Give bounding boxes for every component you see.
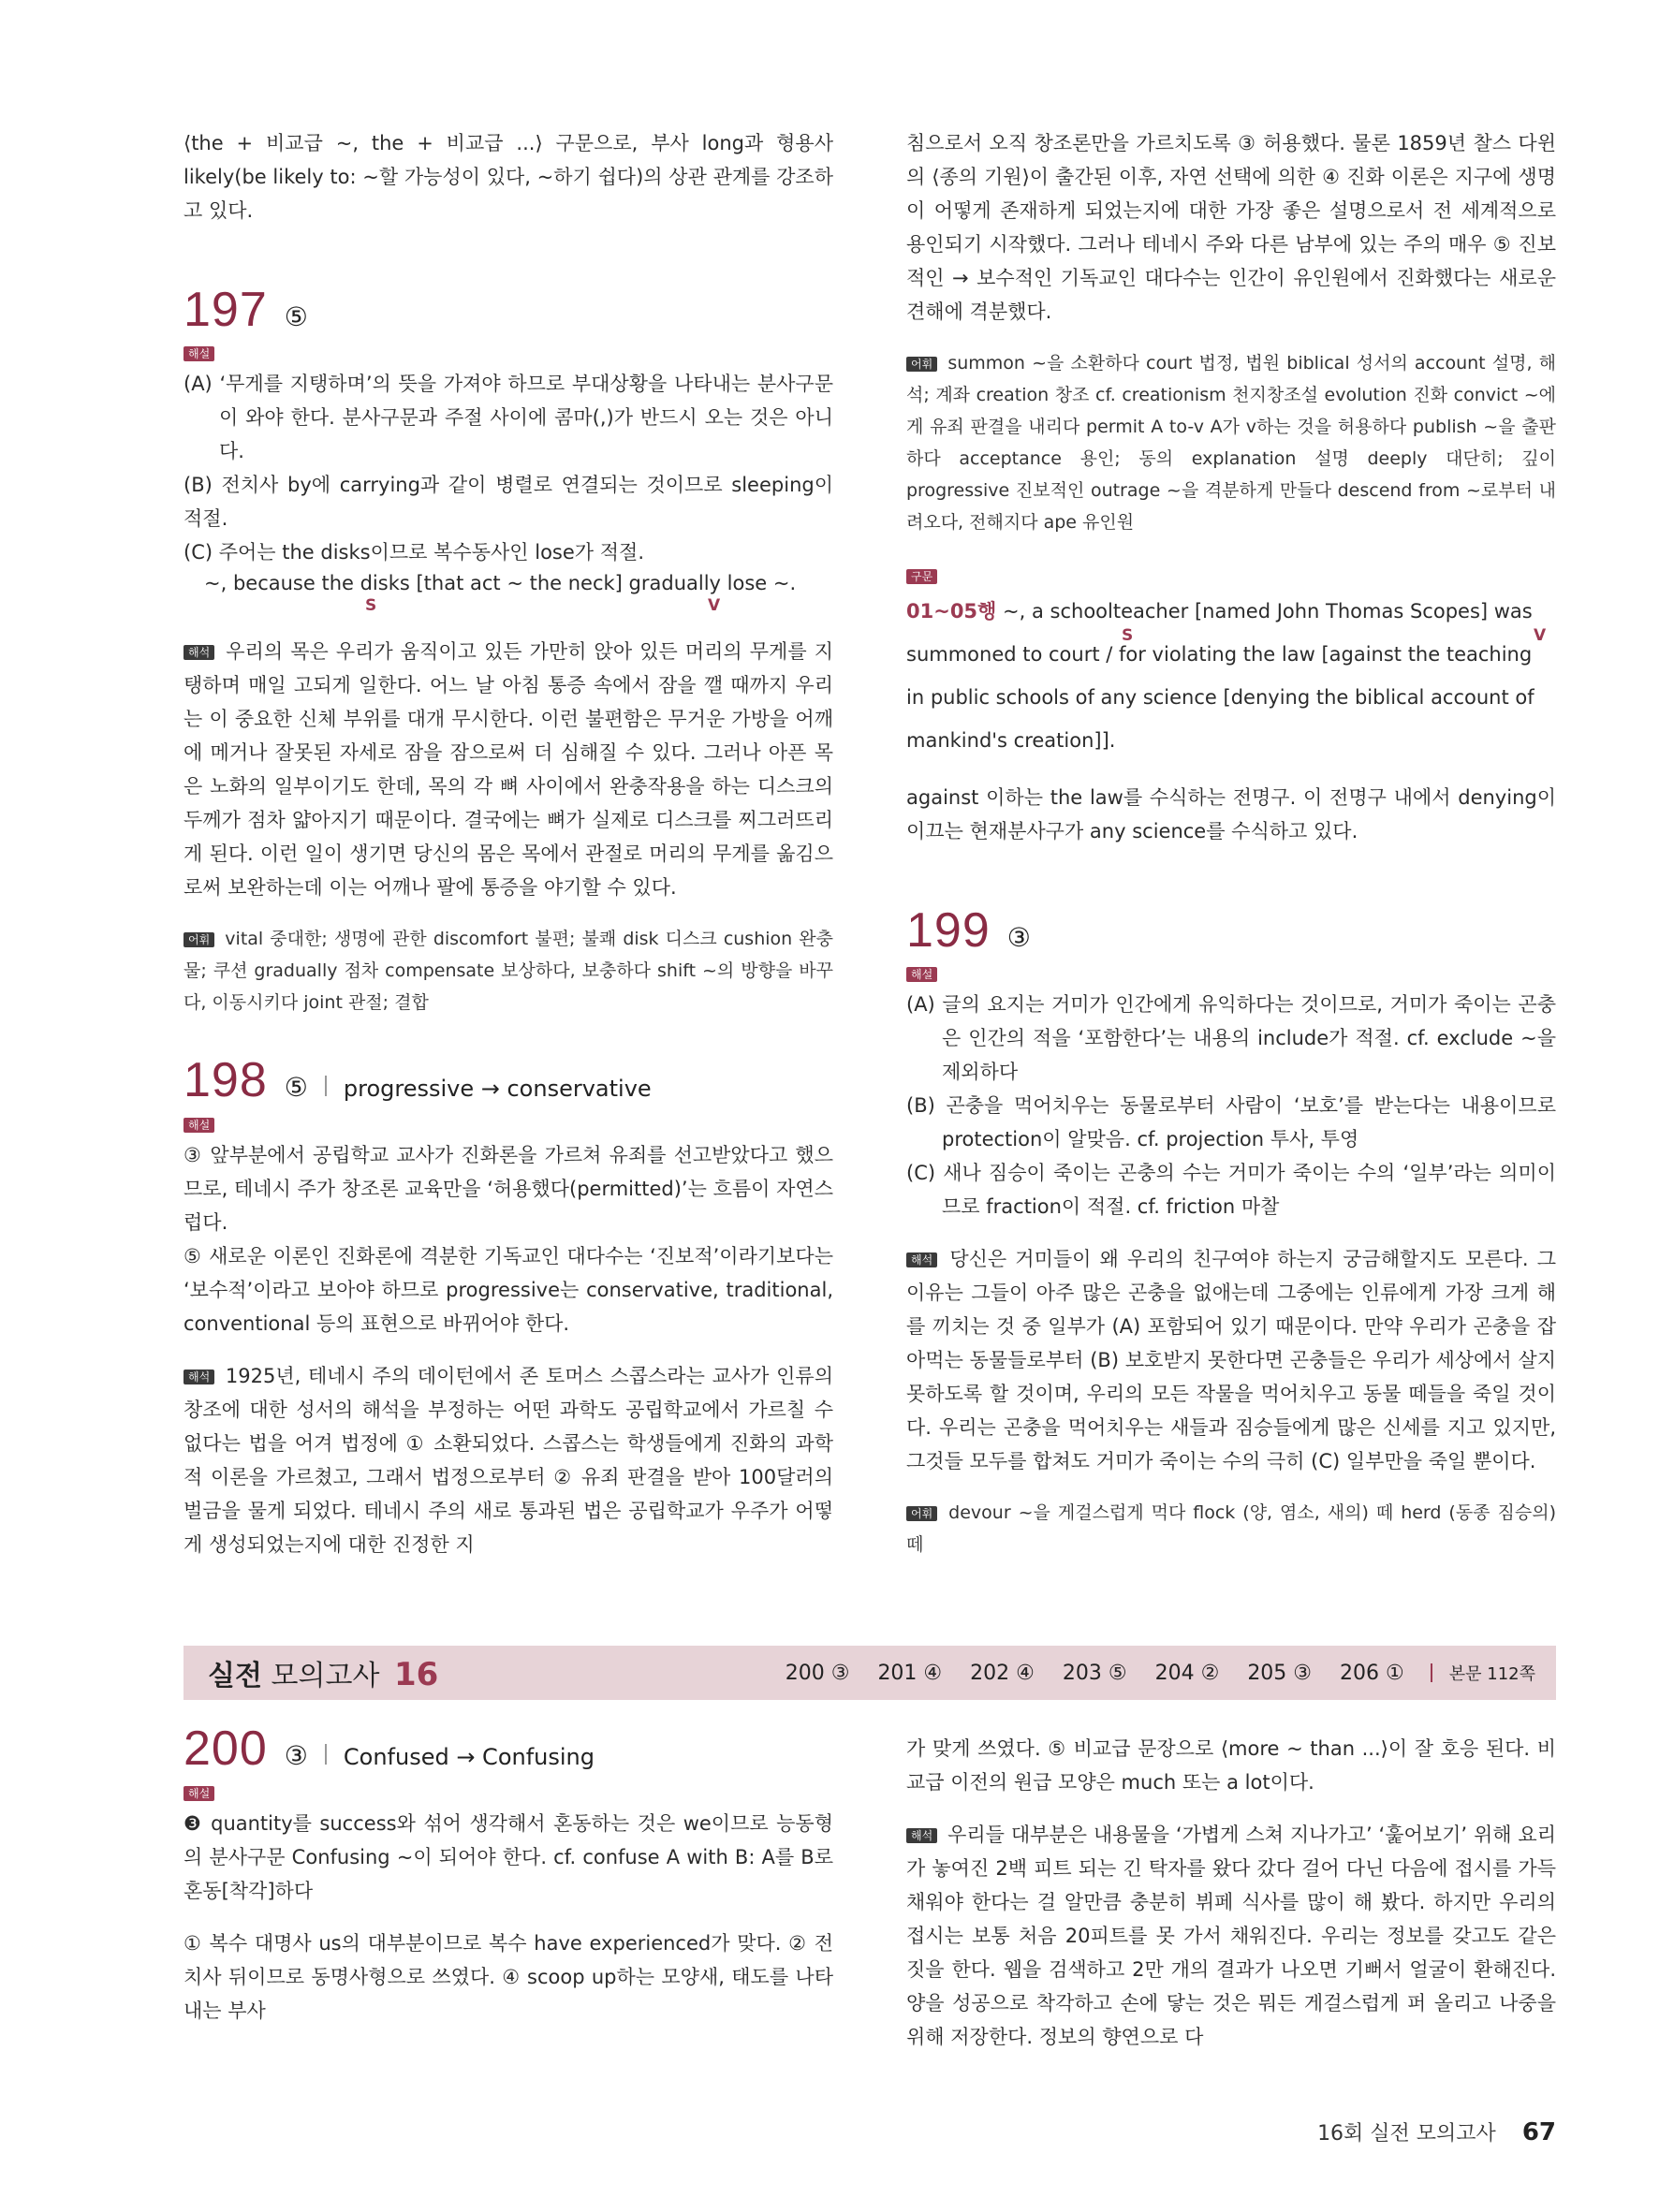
banner-number: 16 bbox=[393, 1656, 439, 1693]
question-number: 198 bbox=[184, 1053, 268, 1107]
eohwi-tag: 어휘 bbox=[906, 357, 937, 372]
right-column-bottom bbox=[906, 1732, 1556, 2054]
page-number: 67 bbox=[1521, 2118, 1556, 2146]
translation-198-continued: 침으로서 오직 창조론만을 가르치도록 ③ 허용했다. 물론 1859년 찰스 다윈의 ⟨종의 기원⟩이 출간된 이후, 자연 선택에 의한 ④ 진화 이론은 지구에 생명이 어떻게 존재하게 되었는지에 대한 가장 좋은 설명으로서 전 세계적으로 용인되기 시작했다. 그러나 테네시 주와 다른 남부에 있는 주의 매우 ⑤ 진보적인 → 보수적인 기독교인 대다수는 인간이 유인원에서 진화했다는 새로운 견해에 격분했다. bbox=[906, 132, 1556, 323]
gumun-analysis bbox=[906, 590, 1556, 762]
translation-199-text: 당신은 거미들이 왜 우리의 친구여야 하는지 궁금해할지도 모른다. 그 이유는 그들이 아주 많은 곤충을 없애는데 그중에는 인류에게 가장 크게 해를 끼치는 것 중 일부가 (A) 포함되어 있기 때문이다. 만약 우리가 곤충을 잡아먹는 동물들로부터 (B) 보호받지 못한다면 곤충들은 우리가 세상에서 살지 못하도록 할 것이며, 우리의 모든 작물을 먹어치우고 동물 떼들을 죽일 것이다. 우리는 곤충을 먹어치우는 새들과 짐승들에게 많은 신세를 지고 있지만, 그것들 모두를 합쳐도 거미가 죽이는 수의 극히 (C) 일부만을 죽일 뿐이다. bbox=[906, 1248, 1556, 1472]
question-200-header bbox=[184, 1721, 833, 1776]
question-answer: ③ bbox=[1006, 922, 1031, 953]
intro-text: ⟨the + 비교급 ~, the + 비교급 ...⟩ 구문으로, 부사 long과 형용사 likely(be likely to: ~할 가능성이 있다, ~하기 쉽다)의 상관 관계를 강조하고 있다. bbox=[184, 132, 833, 222]
test-banner bbox=[184, 1646, 1556, 1700]
translation-197 bbox=[184, 635, 833, 904]
answer-key-item: 201 ④ bbox=[877, 1661, 943, 1685]
question-number: 200 bbox=[184, 1721, 268, 1776]
haeseol-tag: 해설 bbox=[184, 1118, 214, 1133]
chapter-label: 16회 실전 모의고사 bbox=[1317, 2122, 1496, 2146]
vocab-199 bbox=[906, 1497, 1556, 1560]
banner-title-rest: 모의고사 bbox=[271, 1660, 380, 1692]
separator bbox=[1431, 1663, 1432, 1682]
grammar-example bbox=[184, 569, 833, 616]
left-column-bottom bbox=[184, 1721, 833, 2028]
haeseol-tag: 해설 bbox=[906, 967, 937, 982]
page-reference bbox=[1431, 1661, 1535, 1685]
grammar-example-text: ~, because the disks [that act ~ the neck] gradually lose ~. bbox=[204, 572, 797, 594]
explanation-b: (B) 곤충을 먹어치우는 동물로부터 사람이 ‘보호’를 받는다는 내용이므로 protection이 알맞음. cf. projection 투사, 투영 bbox=[906, 1094, 1556, 1150]
separator bbox=[325, 1744, 327, 1765]
explanation-c: (C) 새나 짐승이 죽이는 곤충의 수는 거미가 죽이는 수의 ‘일부’라는 의미이므로 fraction이 적절. cf. friction 마찰 bbox=[906, 1162, 1556, 1218]
question-answer: ③ bbox=[284, 1740, 308, 1771]
eohwi-tag: 어휘 bbox=[184, 932, 214, 947]
gumun-tag: 구문 bbox=[906, 569, 937, 584]
question-answer: ⑤ bbox=[284, 1072, 308, 1103]
gumun-line-1 bbox=[906, 590, 1556, 633]
question-answer: ⑤ bbox=[284, 301, 308, 332]
page-reference-text: 본문 112쪽 bbox=[1448, 1664, 1535, 1684]
explanation-b: (B) 전치사 by에 carrying과 같이 병렬로 연결되는 것이므로 sleeping이 적절. bbox=[184, 474, 833, 530]
answer-key-item: 206 ① bbox=[1340, 1661, 1404, 1685]
question-199-header bbox=[906, 903, 1556, 958]
right-column-top bbox=[906, 126, 1556, 1560]
haeseol-tag: 해설 bbox=[184, 346, 214, 361]
vocab-199-text: devour ~을 게걸스럽게 먹다 flock (양, 염소, 새의) 떼 herd (동종 짐승의) 떼 bbox=[906, 1502, 1556, 1555]
haeseok-tag: 해석 bbox=[184, 645, 214, 660]
translation-198 bbox=[184, 1359, 833, 1561]
translation-197-text: 우리의 목은 우리가 움직이고 있든 가만히 앉아 있든 머리의 무게를 지탱하며 매일 고되게 일한다. 어느 날 아침 통증 속에서 잠을 깰 때까지 우리는 이 중요한 신체 부위를 대개 무시한다. 이런 불편함은 무거운 가방을 어깨에 메거나 잘못된 자세로 잠을 잠으로써 더 심해질 수 있다. 그러나 아픈 목은 노화의 일부이기도 한데, 목의 각 뼈 사이에서 완충작용을 하는 디스크의 두께가 점차 얇아지기 때문이다. 결국에는 뼈가 실제로 디스크를 찌그러뜨리게 된다. 이런 일이 생기면 당신의 몸은 목에서 관절로 머리의 무게를 옮김으로써 보완하는데 이는 어깨나 팔에 통증을 야기할 수 있다. bbox=[184, 640, 833, 899]
verb-mark: V bbox=[708, 596, 721, 615]
page-footer bbox=[1317, 2117, 1556, 2146]
subject-mark: S bbox=[1122, 626, 1134, 645]
explanation-200-2: ① 복수 대명사 us의 대부분이므로 복수 have experienced가 맞다. ② 전치사 뒤이므로 동명사형으로 쓰였다. ④ scoop up하는 모양새, 태도를 나타내는 부사 bbox=[184, 1932, 833, 2022]
explanation-c: (C) 주어는 the disks이므로 복수동사인 lose가 적절. bbox=[184, 541, 644, 564]
answer-key bbox=[786, 1662, 1404, 1685]
haeseok-tag: 해석 bbox=[184, 1370, 214, 1384]
explanation-a: (A) 글의 요지는 거미가 인간에게 유익하다는 것이므로, 거미가 죽이는 곤충은 인간의 적을 ‘포함한다’는 내용의 include가 적절. cf. exclude ~을 제외하다 bbox=[906, 993, 1556, 1083]
gumun-line-1-text: ~, a schoolteacher [named John Thomas Scopes] was bbox=[1003, 600, 1533, 623]
translation-200-text: 우리들 대부분은 내용물을 ‘가볍게 스쳐 지나가고’ ‘훑어보기’ 위해 요리가 놓여진 2백 피트 되는 긴 탁자를 왔다 갔다 걸어 다닌 다음에 접시를 가득 채워야 한다는 걸 알만큼 충분히 뷔페 식사를 많이 해 봤다. 하지만 우리의 접시는 보통 처음 20피트를 못 가서 채워진다. 우리는 정보를 갖고도 같은 짓을 한다. 웹을 검색하고 2만 개의 결과가 나오면 기뻐서 얼굴이 환해진다. 양을 성공으로 착각하고 손에 닿는 것은 뭐든 게걸스럽게 퍼 올리고 나중을 위해 저장한다. 정보의 향연으로 다 bbox=[906, 1824, 1556, 2048]
answer-key-item: 200 ③ bbox=[785, 1661, 850, 1685]
vocab-198-text: summon ~을 소환하다 court 법정, 법원 biblical 성서의 account 설명, 해석; 계좌 creation 창조 cf. creationism 천지창조설 evolution 진화 convict ~에게 유죄 판결을 내리다 permit A to-v A가 v하는 것을 허용하다 publish ~을 출판하다 acceptance 용인; 동의 explanation 설명 deeply 대단히; 깊이 progressive 진보적인 outrage ~을 격분하게 만들다 descend from ~로부터 내려오다, 전해지다 ape 유인원 bbox=[906, 353, 1556, 533]
translation-199 bbox=[906, 1242, 1556, 1478]
left-column-top bbox=[184, 126, 833, 1561]
vocab-197-text: vital 중대한; 생명에 관한 discomfort 불편; 불쾌 disk 디스크 cushion 완충물; 쿠션 gradually 점차 compensate 보상하다, 보충하다 shift ~의 방향을 바꾸다, 이동시키다 joint 관절; 결합 bbox=[184, 929, 833, 1013]
explanation-200-1: ❸ quantity를 success와 섞어 생각해서 혼동하는 것은 we이므로 능동형의 분사구문 Confusing ~이 되어야 한다. cf. confuse A with B: A를 B로 혼동[착각]하다 bbox=[184, 1812, 833, 1902]
explanation-a: (A) ‘무게를 지탱하며’의 뜻을 가져야 하므로 부대상황을 나타내는 분사구문이 와야 한다. 분사구문과 주절 사이에 콤마(,)가 반드시 오는 것은 아니다. bbox=[184, 373, 833, 462]
answer-key-item: 205 ③ bbox=[1247, 1661, 1313, 1685]
gumun-note: against 이하는 the law를 수식하는 전명구. 이 전명구 내에서 denying이 이끄는 현재분사구가 any science를 수식하고 있다. bbox=[906, 786, 1556, 842]
gumun-line-2: summoned to court / for violating the law [against the teaching bbox=[906, 643, 1533, 666]
translation-200 bbox=[906, 1818, 1556, 2054]
vocab-198 bbox=[906, 347, 1556, 538]
haeseok-tag: 해석 bbox=[906, 1828, 937, 1843]
question-number: 197 bbox=[184, 283, 268, 337]
explanation-200-continued: 가 맞게 쓰였다. ⑤ 비교급 문장으로 ⟨more ~ than ...⟩이 잘 호응 된다. 비교급 이전의 원급 모양은 much 또는 a lot이다. bbox=[906, 1737, 1556, 1794]
haeseok-tag: 해석 bbox=[906, 1252, 937, 1267]
gumun-line-3: in public schools of any science [denying the biblical account of bbox=[906, 686, 1534, 709]
question-number: 199 bbox=[906, 903, 991, 958]
answer-key-item: 202 ④ bbox=[970, 1661, 1035, 1685]
answer-key-item: 203 ⑤ bbox=[1062, 1661, 1127, 1685]
vocab-197 bbox=[184, 923, 833, 1018]
subject-mark: S bbox=[365, 596, 377, 615]
haeseol-tag: 해설 bbox=[184, 1786, 214, 1801]
verb-mark: V bbox=[1534, 626, 1547, 645]
eohwi-tag: 어휘 bbox=[906, 1506, 937, 1521]
explanation-198-1: ③ 앞부분에서 공립학교 교사가 진화론을 가르쳐 유죄를 선고받았다고 했으므로, 테네시 주가 창조론 교육만을 ‘허용했다(permitted)’는 흐름이 자연스럽다. bbox=[184, 1144, 833, 1234]
banner-title-bold: 실전 bbox=[208, 1660, 262, 1692]
answer-key-item: 204 ② bbox=[1154, 1661, 1220, 1685]
separator bbox=[325, 1076, 327, 1096]
banner-title bbox=[208, 1652, 438, 1693]
explanation-198-2: ⑤ 새로운 이론인 진화론에 격분한 기독교인 대다수는 ‘진보적’이라기보다는 ‘보수적’이라고 보아야 하므로 progressive는 conservative, traditional, conventional 등의 표현으로 바뀌어야 한다. bbox=[184, 1245, 833, 1335]
question-198-header bbox=[184, 1053, 833, 1107]
translation-198-text: 1925년, 테네시 주의 데이턴에서 존 토머스 스콥스라는 교사가 인류의 창조에 대한 성서의 해석을 부정하는 어떤 과학도 공립학교에서 가르칠 수 없다는 법을 어겨 법정에 ① 소환되었다. 스콥스는 학생들에게 진화의 과학적 이론을 가르쳤고, 그래서 법정으로부터 ② 유죄 판결을 받아 100달러의 벌금을 물게 되었다. 테네시 주의 새로 통과된 법은 공립학교가 우주가 어떻게 생성되었는지에 대한 진정한 지 bbox=[184, 1365, 833, 1556]
question-197-header bbox=[184, 283, 833, 337]
correction: Confused → Confusing bbox=[343, 1744, 595, 1770]
gumun-label: 01~05행 bbox=[906, 600, 997, 623]
gumun-line-4: mankind's creation]]. bbox=[906, 729, 1116, 752]
correction: progressive → conservative bbox=[343, 1076, 652, 1102]
